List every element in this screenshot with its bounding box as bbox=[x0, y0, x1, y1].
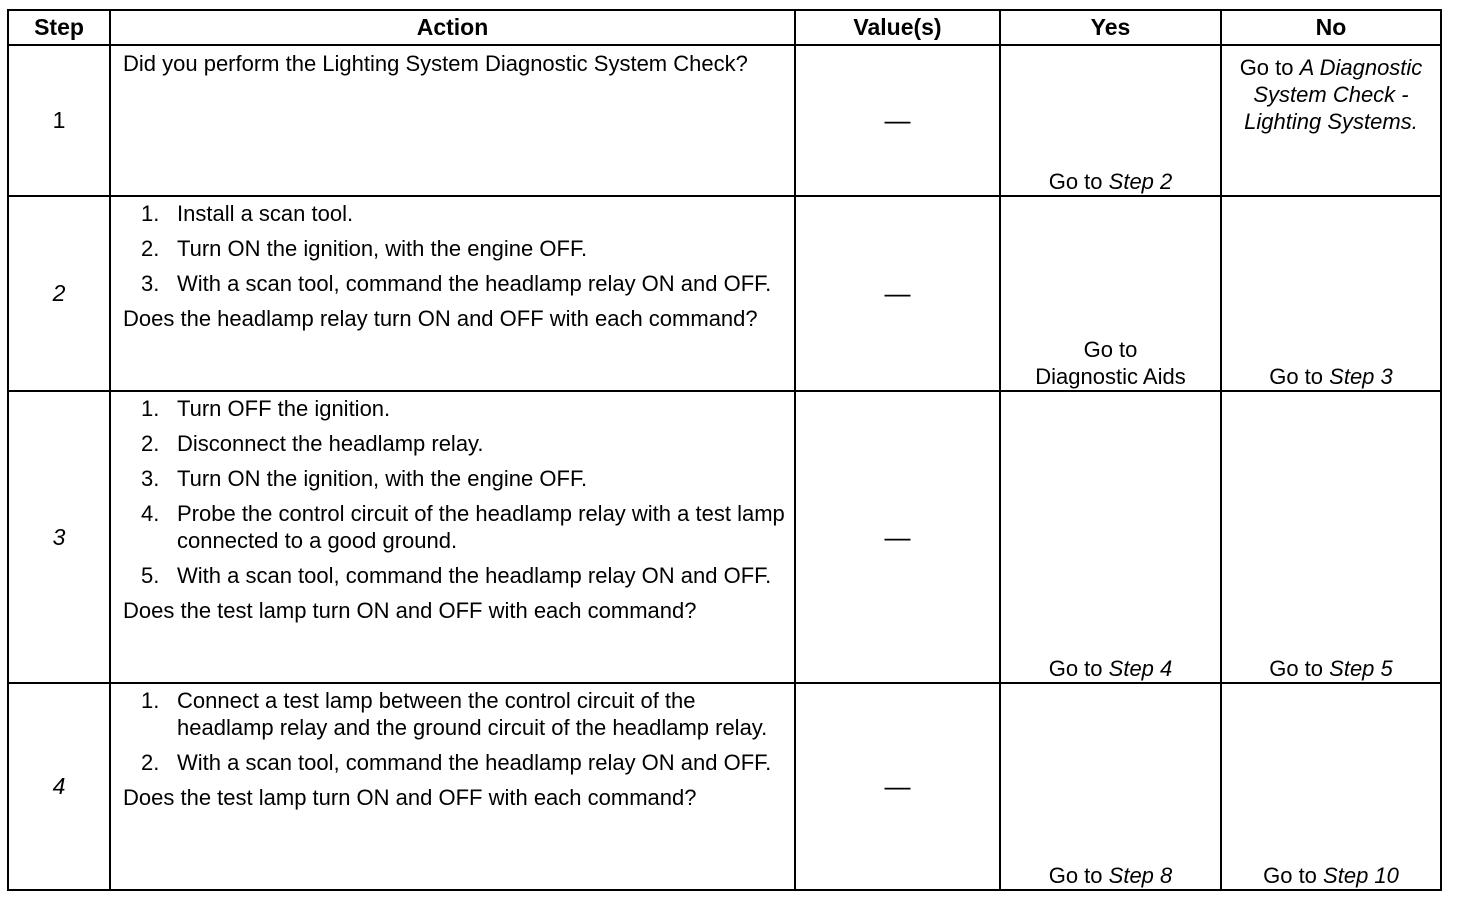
action-text: Turn OFF the ignition. bbox=[177, 396, 391, 421]
no-cell bbox=[1221, 683, 1441, 890]
table-row bbox=[8, 683, 1441, 890]
action-text: Connect a test lamp between the control circuit of the headlamp relay and the ground circuit of the headlamp relay. bbox=[177, 688, 768, 740]
action-text: With a scan tool, command the headlamp relay ON and OFF. bbox=[177, 563, 772, 588]
header-action: Action bbox=[110, 10, 795, 45]
step-number: 2 bbox=[8, 196, 110, 391]
action-question: Does the test lamp turn ON and OFF with each command? bbox=[123, 598, 697, 623]
action-question: Does the test lamp turn ON and OFF with each command? bbox=[123, 785, 697, 810]
value-cell: — bbox=[795, 683, 1000, 890]
yes-link[interactable]: Step 2 bbox=[1108, 169, 1173, 194]
action-text: Probe the control circuit of the headlamp relay with a test lamp connected to a good ground. bbox=[177, 501, 785, 553]
no-prefix: Go to bbox=[1263, 863, 1317, 888]
value-cell: — bbox=[795, 45, 1000, 196]
action-item bbox=[111, 395, 794, 422]
action-question: Does the headlamp relay turn ON and OFF with each command? bbox=[123, 306, 758, 331]
action-num: 1. bbox=[141, 396, 160, 421]
action-list bbox=[111, 687, 794, 776]
action-num: 1. bbox=[141, 201, 160, 226]
yes-cell bbox=[1000, 196, 1221, 391]
action-num: 1. bbox=[141, 688, 160, 713]
action-num: 2. bbox=[141, 750, 160, 775]
header-step: Step bbox=[8, 10, 110, 45]
action-num: 2. bbox=[141, 236, 160, 261]
action-num: 2. bbox=[141, 431, 160, 456]
yes-cell bbox=[1000, 391, 1221, 683]
no-prefix: Go to bbox=[1269, 656, 1324, 681]
action-question: Did you perform the Lighting System Diagnostic System Check? bbox=[123, 51, 748, 76]
header-no: No bbox=[1221, 10, 1441, 45]
action-num: 3. bbox=[141, 271, 160, 296]
action-item bbox=[111, 465, 794, 492]
no-cell bbox=[1221, 391, 1441, 683]
no-link[interactable]: Step 10 bbox=[1323, 863, 1399, 888]
value-cell: — bbox=[795, 196, 1000, 391]
table-row bbox=[8, 45, 1441, 196]
value-cell: — bbox=[795, 391, 1000, 683]
action-item bbox=[111, 235, 794, 262]
no-prefix: Go to bbox=[1239, 55, 1294, 80]
yes-prefix: Go to bbox=[1083, 337, 1138, 362]
action-num: 4. bbox=[141, 501, 160, 526]
action-list bbox=[111, 200, 794, 297]
diagnostic-table bbox=[7, 9, 1442, 891]
action-text: Turn ON the ignition, with the engine OFF. bbox=[177, 466, 588, 491]
action-text: Install a scan tool. bbox=[177, 201, 354, 226]
yes-cell bbox=[1000, 683, 1221, 890]
action-cell bbox=[110, 196, 795, 391]
no-link[interactable]: Step 3 bbox=[1329, 364, 1393, 389]
yes-link[interactable]: Step 8 bbox=[1108, 863, 1173, 888]
action-text: With a scan tool, command the headlamp relay ON and OFF. bbox=[177, 750, 772, 775]
yes-cell bbox=[1000, 45, 1221, 196]
action-item bbox=[111, 562, 794, 589]
action-item bbox=[111, 200, 794, 227]
action-num: 3. bbox=[141, 466, 160, 491]
yes-link[interactable]: Diagnostic Aids bbox=[1035, 364, 1186, 389]
action-list bbox=[111, 395, 794, 589]
header-yes: Yes bbox=[1000, 10, 1221, 45]
action-cell bbox=[110, 45, 795, 196]
no-link[interactable]: A Diagnostic System Check - Lighting Systems. bbox=[1244, 55, 1423, 134]
action-cell bbox=[110, 683, 795, 890]
action-text: Turn ON the ignition, with the engine OFF. bbox=[177, 236, 588, 261]
action-item bbox=[111, 270, 794, 297]
action-cell bbox=[110, 391, 795, 683]
header-values: Value(s) bbox=[795, 10, 1000, 45]
no-link[interactable]: Step 5 bbox=[1329, 656, 1393, 681]
step-number: 4 bbox=[8, 683, 110, 890]
yes-prefix: Go to bbox=[1048, 656, 1103, 681]
yes-link[interactable]: Step 4 bbox=[1108, 656, 1173, 681]
step-number: 3 bbox=[8, 391, 110, 683]
no-prefix: Go to bbox=[1269, 364, 1324, 389]
action-text: Disconnect the headlamp relay. bbox=[177, 431, 484, 456]
yes-prefix: Go to bbox=[1048, 863, 1103, 888]
action-text: With a scan tool, command the headlamp relay ON and OFF. bbox=[177, 271, 772, 296]
table-row bbox=[8, 196, 1441, 391]
action-item bbox=[111, 749, 794, 776]
no-cell bbox=[1221, 196, 1441, 391]
action-item bbox=[111, 500, 794, 554]
yes-prefix: Go to bbox=[1048, 169, 1103, 194]
no-cell bbox=[1221, 45, 1441, 196]
action-num: 5. bbox=[141, 563, 160, 588]
action-item bbox=[111, 430, 794, 457]
table-row bbox=[8, 391, 1441, 683]
header-row bbox=[8, 10, 1441, 45]
action-item bbox=[111, 687, 794, 741]
step-number: 1 bbox=[8, 45, 110, 196]
